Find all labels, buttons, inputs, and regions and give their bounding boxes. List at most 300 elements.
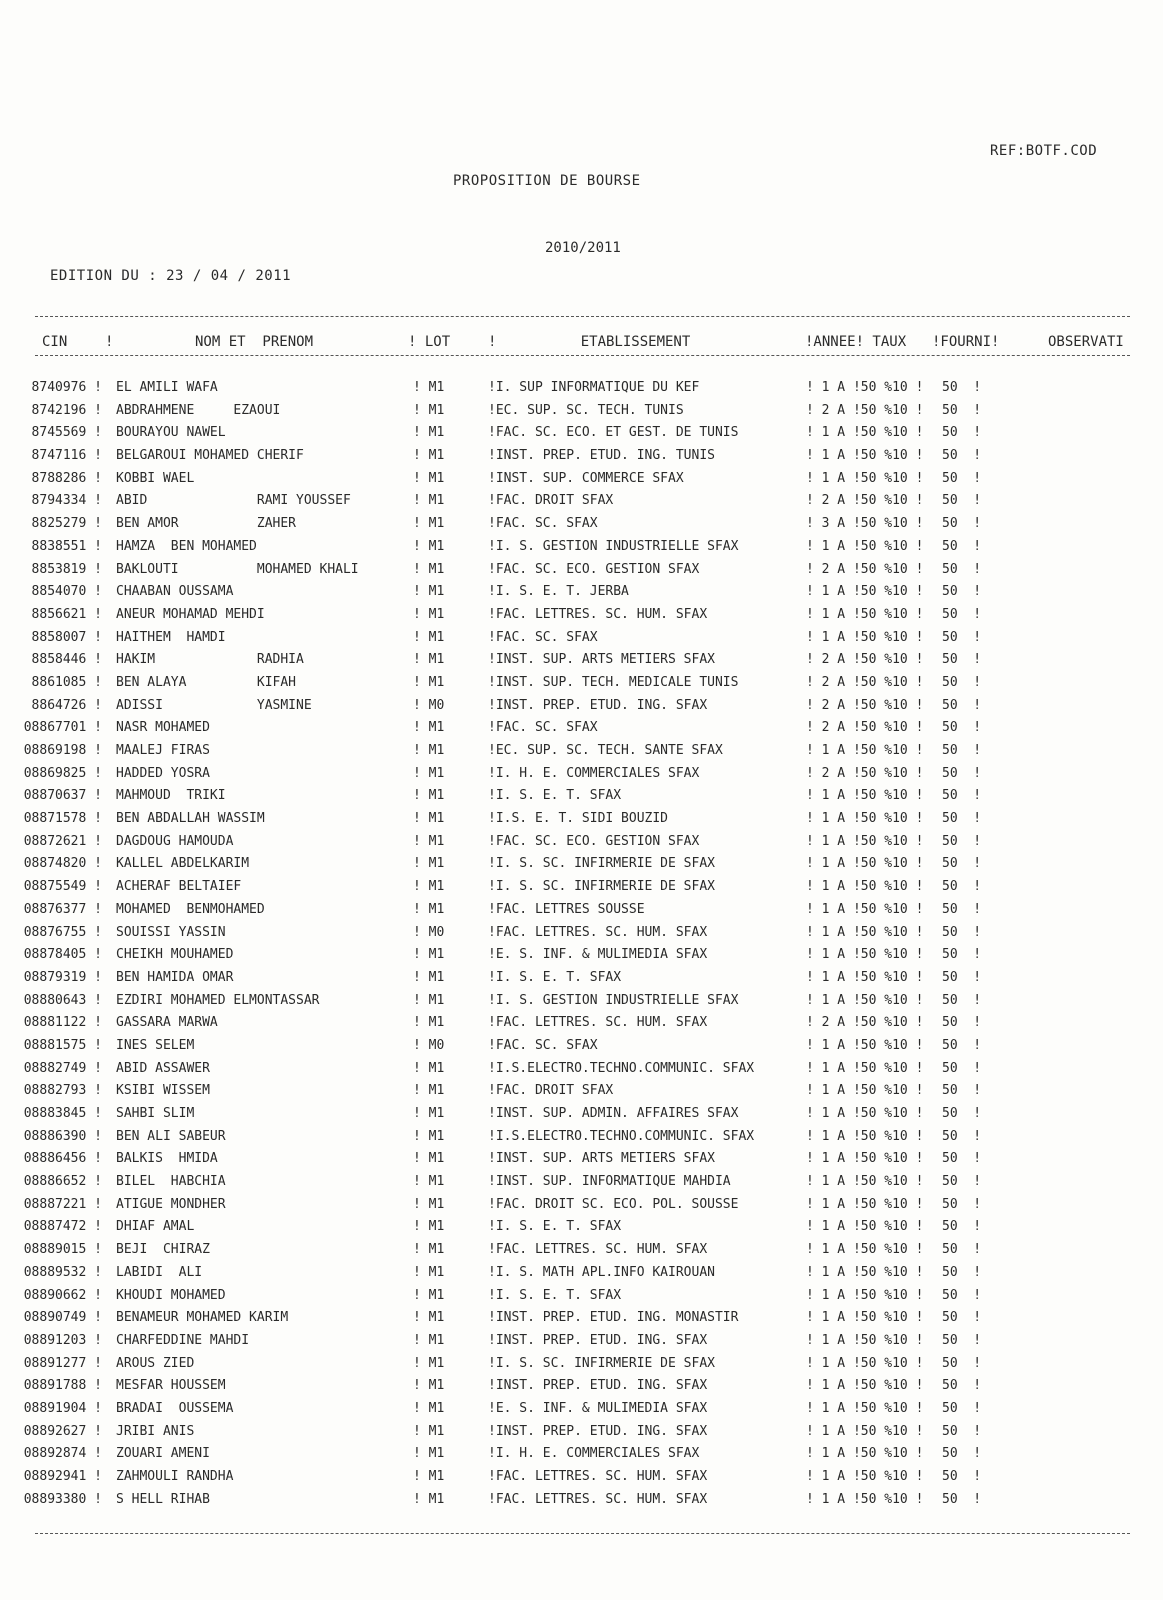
- table-row: [0, 1492, 1163, 1515]
- year-cell: ! 1 A !50 %10 !: [806, 425, 924, 441]
- year-cell: ! 2 A !50 %10 !: [806, 402, 924, 418]
- fourni-cell: 50 !: [942, 1037, 982, 1053]
- col-header-name: NOM ET PRENOM: [195, 334, 314, 350]
- lot-cell: ! M1: [413, 516, 445, 532]
- establishment-cell: !I. S. E. T. JERBA: [488, 584, 629, 600]
- establishment-cell: !FAC. SC. ECO. ET GEST. DE TUNIS: [488, 425, 739, 441]
- year-cell: ! 1 A !50 %10 !: [806, 1400, 924, 1416]
- lot-cell: ! M1: [413, 992, 445, 1008]
- year-cell: ! 1 A !50 %10 !: [806, 924, 924, 940]
- edition-date: EDITION DU : 23 / 04 / 2011: [50, 268, 292, 284]
- name-cell: ACHERAF BELTAIEF: [116, 879, 242, 895]
- name-cell: BEN ABDALLAH WASSIM: [116, 811, 265, 827]
- fourni-cell: 50 !: [942, 1310, 982, 1326]
- table-row: [0, 652, 1163, 675]
- table-row: [0, 630, 1163, 653]
- lot-cell: ! M0: [413, 697, 445, 713]
- col-header-lot: ! LOT: [408, 334, 451, 350]
- table-row: [0, 698, 1163, 721]
- name-cell: KOBBI WAEL: [116, 470, 195, 486]
- table-row: [0, 856, 1163, 879]
- fourni-cell: 50 !: [942, 1219, 982, 1235]
- table-row: [0, 1174, 1163, 1197]
- table-row: [0, 1469, 1163, 1492]
- fourni-cell: 50 !: [942, 765, 982, 781]
- fourni-cell: 50 !: [942, 1264, 982, 1280]
- col-header-observation: OBSERVATI: [1048, 334, 1124, 350]
- cin-cell: 08879319 !: [23, 969, 102, 985]
- establishment-cell: !INST. PREP. ETUD. ING. MONASTIR: [488, 1310, 739, 1326]
- name-cell: SOUISSI YASSIN: [116, 924, 226, 940]
- name-cell: CHARFEDDINE MAHDI: [116, 1332, 250, 1348]
- fourni-cell: 50 !: [942, 1332, 982, 1348]
- lot-cell: ! M1: [413, 1151, 445, 1167]
- name-cell: BALKIS HMIDA: [116, 1151, 218, 1167]
- table-row: [0, 1401, 1163, 1424]
- year-cell: ! 1 A !50 %10 !: [806, 629, 924, 645]
- table-row: [0, 516, 1163, 539]
- fourni-cell: 50 !: [942, 879, 982, 895]
- lot-cell: ! M1: [413, 606, 445, 622]
- fourni-cell: 50 !: [942, 1106, 982, 1121]
- table-row: [0, 584, 1163, 607]
- establishment-cell: !INST. SUP. ARTS METIERS SFAX: [488, 1151, 715, 1167]
- lot-cell: ! M1: [413, 1400, 445, 1416]
- table-row: [0, 380, 1163, 403]
- header-bottom-rule: [35, 355, 1130, 356]
- fourni-cell: 50 !: [942, 425, 982, 441]
- fourni-cell: 50 !: [942, 697, 982, 713]
- cin-cell: 08880643 !: [23, 992, 102, 1008]
- name-cell: MAALEJ FIRAS: [116, 743, 210, 758]
- fourni-cell: 50 !: [942, 1242, 982, 1258]
- table-row: [0, 675, 1163, 698]
- cin-cell: 08881575 !: [23, 1037, 102, 1053]
- name-cell: S HELL RIHAB: [116, 1491, 210, 1507]
- year-cell: ! 1 A !50 %10 !: [806, 1446, 924, 1462]
- table-row: [0, 1061, 1163, 1084]
- lot-cell: ! M1: [413, 652, 445, 668]
- year-cell: ! 2 A !50 %10 !: [806, 720, 924, 736]
- year-cell: ! 1 A !50 %10 !: [806, 1128, 924, 1144]
- fourni-cell: 50 !: [942, 448, 982, 464]
- year-cell: ! 1 A !50 %10 !: [806, 1491, 924, 1507]
- establishment-cell: !I. S. GESTION INDUSTRIELLE SFAX: [488, 992, 739, 1008]
- establishment-cell: !FAC. SC. SFAX: [488, 629, 598, 645]
- name-cell: BENAMEUR MOHAMED KARIM: [116, 1310, 289, 1326]
- establishment-cell: !INST. PREP. ETUD. ING. TUNIS: [488, 448, 715, 464]
- reference-code: REF:BOTF.COD: [990, 143, 1098, 159]
- table-row: [0, 1310, 1163, 1333]
- name-cell: HAITHEM HAMDI: [116, 629, 226, 645]
- establishment-cell: !FAC. LETTRES. SC. HUM. SFAX: [488, 1015, 708, 1031]
- year-cell: ! 1 A !50 %10 !: [806, 1378, 924, 1394]
- scholarship-table: [0, 380, 1163, 1514]
- fourni-cell: 50 !: [942, 1083, 982, 1099]
- name-cell: HAKIM RADHIA: [116, 652, 304, 668]
- lot-cell: ! M1: [413, 1083, 445, 1099]
- col-header-fourni: !FOURNI!: [932, 334, 1000, 350]
- establishment-cell: !FAC. LETTRES. SC. HUM. SFAX: [488, 1242, 708, 1258]
- establishment-cell: !FAC. DROIT SC. ECO. POL. SOUSSE: [488, 1196, 739, 1212]
- fourni-cell: 50 !: [942, 1423, 982, 1439]
- fourni-cell: 50 !: [942, 1400, 982, 1416]
- table-row: [0, 834, 1163, 857]
- establishment-cell: !I. S. E. T. SFAX: [488, 788, 622, 804]
- fourni-cell: 50 !: [942, 969, 982, 985]
- year-cell: ! 1 A !50 %10 !: [806, 1151, 924, 1167]
- year-cell: ! 1 A !50 %10 !: [806, 833, 924, 849]
- table-row: [0, 1265, 1163, 1288]
- lot-cell: ! M1: [413, 1469, 445, 1484]
- table-row: [0, 1378, 1163, 1401]
- year-cell: ! 1 A !50 %10 !: [806, 1332, 924, 1348]
- table-row: [0, 925, 1163, 948]
- name-cell: ABID ASSAWER: [116, 1060, 210, 1076]
- lot-cell: ! M1: [413, 1287, 445, 1303]
- lot-cell: ! M1: [413, 425, 445, 441]
- table-row: [0, 448, 1163, 471]
- name-cell: BEN ALAYA KIFAH: [116, 674, 297, 690]
- establishment-cell: !I. SUP INFORMATIQUE DU KEF: [488, 380, 700, 395]
- table-bottom-rule: [35, 1533, 1130, 1534]
- table-row: [0, 607, 1163, 630]
- cin-cell: 08892874 !: [23, 1446, 102, 1462]
- year-cell: ! 1 A !50 %10 !: [806, 1469, 924, 1484]
- establishment-cell: !I. S. SC. INFIRMERIE DE SFAX: [488, 856, 715, 872]
- lot-cell: ! M1: [413, 629, 445, 645]
- name-cell: KSIBI WISSEM: [116, 1083, 210, 1099]
- name-cell: AROUS ZIED: [116, 1355, 195, 1371]
- lot-cell: ! M1: [413, 1128, 445, 1144]
- name-cell: DAGDOUG HAMOUDA: [116, 833, 234, 849]
- establishment-cell: !FAC. LETTRES. SC. HUM. SFAX: [488, 606, 708, 622]
- cin-cell: 8858007 !: [31, 629, 102, 645]
- cin-cell: 08876377 !: [23, 901, 102, 917]
- name-cell: INES SELEM: [116, 1037, 195, 1053]
- name-cell: BAKLOUTI MOHAMED KHALI: [116, 561, 359, 577]
- establishment-cell: !I. S. GESTION INDUSTRIELLE SFAX: [488, 538, 739, 554]
- academic-year: 2010/2011: [545, 240, 621, 256]
- name-cell: CHAABAN OUSSAMA: [116, 584, 234, 600]
- year-cell: ! 2 A !50 %10 !: [806, 674, 924, 690]
- cin-cell: 08881122 !: [23, 1015, 102, 1031]
- table-row: [0, 562, 1163, 585]
- fourni-cell: 50 !: [942, 561, 982, 577]
- fourni-cell: 50 !: [942, 811, 982, 827]
- fourni-cell: 50 !: [942, 470, 982, 486]
- fourni-cell: 50 !: [942, 380, 982, 395]
- fourni-cell: 50 !: [942, 584, 982, 600]
- lot-cell: ! M1: [413, 1242, 445, 1258]
- name-cell: BEN HAMIDA OMAR: [116, 969, 234, 985]
- name-cell: ABDRAHMENE EZAOUI: [116, 402, 281, 418]
- lot-cell: ! M1: [413, 561, 445, 577]
- establishment-cell: !I. H. E. COMMERCIALES SFAX: [488, 765, 700, 781]
- cin-cell: 08872621 !: [23, 833, 102, 849]
- header-top-rule: [35, 316, 1130, 317]
- table-row: [0, 1106, 1163, 1129]
- establishment-cell: !FAC. LETTRES. SC. HUM. SFAX: [488, 1469, 708, 1484]
- lot-cell: ! M1: [413, 1219, 445, 1235]
- year-cell: ! 1 A !50 %10 !: [806, 1423, 924, 1439]
- lot-cell: ! M0: [413, 924, 445, 940]
- name-cell: CHEIKH MOUHAMED: [116, 947, 234, 963]
- table-row: [0, 425, 1163, 448]
- fourni-cell: 50 !: [942, 1060, 982, 1076]
- establishment-cell: !I.S.ELECTRO.TECHNO.COMMUNIC. SFAX: [488, 1128, 755, 1144]
- lot-cell: ! M1: [413, 584, 445, 600]
- year-cell: ! 1 A !50 %10 !: [806, 743, 924, 758]
- year-cell: ! 1 A !50 %10 !: [806, 1310, 924, 1326]
- table-row: [0, 993, 1163, 1016]
- lot-cell: ! M1: [413, 1015, 445, 1031]
- cin-cell: 08892627 !: [23, 1423, 102, 1439]
- table-row: [0, 743, 1163, 766]
- lot-cell: ! M1: [413, 470, 445, 486]
- cin-cell: 8747116 !: [31, 448, 102, 464]
- establishment-cell: !INST. SUP. COMMERCE SFAX: [488, 470, 684, 486]
- fourni-cell: 50 !: [942, 538, 982, 554]
- establishment-cell: !FAC. DROIT SFAX: [488, 1083, 614, 1099]
- establishment-cell: !FAC. SC. ECO. GESTION SFAX: [488, 833, 700, 849]
- table-row: [0, 1038, 1163, 1061]
- name-cell: ZAHMOULI RANDHA: [116, 1469, 234, 1484]
- lot-cell: ! M1: [413, 901, 445, 917]
- lot-cell: ! M1: [413, 380, 445, 395]
- fourni-cell: 50 !: [942, 833, 982, 849]
- year-cell: ! 1 A !50 %10 !: [806, 1355, 924, 1371]
- fourni-cell: 50 !: [942, 947, 982, 963]
- name-cell: BEN AMOR ZAHER: [116, 516, 297, 532]
- year-cell: ! 1 A !50 %10 !: [806, 992, 924, 1008]
- fourni-cell: 50 !: [942, 1015, 982, 1031]
- year-cell: ! 1 A !50 %10 !: [806, 1242, 924, 1258]
- fourni-cell: 50 !: [942, 788, 982, 804]
- fourni-cell: 50 !: [942, 402, 982, 418]
- establishment-cell: !EC. SUP. SC. TECH. SANTE SFAX: [488, 743, 723, 758]
- establishment-cell: !FAC. SC. SFAX: [488, 720, 598, 736]
- establishment-cell: !FAC. SC. ECO. GESTION SFAX: [488, 561, 700, 577]
- cin-cell: 08889015 !: [23, 1242, 102, 1258]
- establishment-cell: !INST. SUP. ADMIN. AFFAIRES SFAX: [488, 1106, 739, 1121]
- name-cell: GASSARA MARWA: [116, 1015, 218, 1031]
- year-cell: ! 1 A !50 %10 !: [806, 1219, 924, 1235]
- year-cell: ! 1 A !50 %10 !: [806, 879, 924, 895]
- establishment-cell: !I. S. SC. INFIRMERIE DE SFAX: [488, 1355, 715, 1371]
- fourni-cell: 50 !: [942, 516, 982, 532]
- name-cell: ABID RAMI YOUSSEF: [116, 493, 351, 509]
- establishment-cell: !I. S. MATH APL.INFO KAIROUAN: [488, 1264, 715, 1280]
- cin-cell: 8838551 !: [31, 538, 102, 554]
- table-row: [0, 902, 1163, 925]
- cin-cell: 8853819 !: [31, 561, 102, 577]
- fourni-cell: 50 !: [942, 1196, 982, 1212]
- year-cell: ! 2 A !50 %10 !: [806, 1015, 924, 1031]
- cin-cell: 08871578 !: [23, 811, 102, 827]
- fourni-cell: 50 !: [942, 629, 982, 645]
- cin-cell: 8788286 !: [31, 470, 102, 486]
- lot-cell: ! M1: [413, 788, 445, 804]
- establishment-cell: !I. S. SC. INFIRMERIE DE SFAX: [488, 879, 715, 895]
- cin-cell: 08869198 !: [23, 743, 102, 758]
- year-cell: ! 1 A !50 %10 !: [806, 788, 924, 804]
- fourni-cell: 50 !: [942, 1151, 982, 1167]
- name-cell: KALLEL ABDELKARIM: [116, 856, 250, 872]
- year-cell: ! 1 A !50 %10 !: [806, 856, 924, 872]
- cin-cell: 8854070 !: [31, 584, 102, 600]
- fourni-cell: 50 !: [942, 1446, 982, 1462]
- lot-cell: ! M1: [413, 743, 445, 758]
- name-cell: EL AMILI WAFA: [116, 380, 218, 395]
- year-cell: ! 2 A !50 %10 !: [806, 561, 924, 577]
- name-cell: SAHBI SLIM: [116, 1106, 195, 1121]
- table-row: [0, 1197, 1163, 1220]
- establishment-cell: !I. S. E. T. SFAX: [488, 969, 622, 985]
- lot-cell: ! M1: [413, 811, 445, 827]
- col-header-annee-taux: !ANNEE! TAUX: [805, 334, 907, 350]
- lot-cell: ! M1: [413, 1355, 445, 1371]
- cin-cell: 8745569 !: [31, 425, 102, 441]
- cin-cell: 08874820 !: [23, 856, 102, 872]
- cin-cell: 08891788 !: [23, 1378, 102, 1394]
- cin-cell: 08876755 !: [23, 924, 102, 940]
- lot-cell: ! M1: [413, 1106, 445, 1121]
- table-row: [0, 766, 1163, 789]
- name-cell: EZDIRI MOHAMED ELMONTASSAR: [116, 992, 320, 1008]
- page-title: PROPOSITION DE BOURSE: [453, 173, 641, 189]
- table-row: [0, 1083, 1163, 1106]
- name-cell: BEN ALI SABEUR: [116, 1128, 226, 1144]
- cin-cell: 08889532 !: [23, 1264, 102, 1280]
- fourni-cell: 50 !: [942, 743, 982, 758]
- cin-cell: 8825279 !: [31, 516, 102, 532]
- name-cell: BOURAYOU NAWEL: [116, 425, 226, 441]
- establishment-cell: !INST. PREP. ETUD. ING. SFAX: [488, 1423, 708, 1439]
- fourni-cell: 50 !: [942, 1128, 982, 1144]
- establishment-cell: !E. S. INF. & MULIMEDIA SFAX: [488, 1400, 708, 1416]
- lot-cell: ! M1: [413, 856, 445, 872]
- establishment-cell: !I.S. E. T. SIDI BOUZID: [488, 811, 669, 827]
- establishment-cell: !INST. SUP. TECH. MEDICALE TUNIS: [488, 674, 739, 690]
- year-cell: ! 1 A !50 %10 !: [806, 606, 924, 622]
- establishment-cell: !FAC. LETTRES SOUSSE: [488, 901, 645, 917]
- name-cell: MESFAR HOUSSEM: [116, 1378, 226, 1394]
- year-cell: ! 1 A !50 %10 !: [806, 1287, 924, 1303]
- name-cell: NASR MOHAMED: [116, 720, 210, 736]
- col-header-cin: CIN: [42, 334, 68, 350]
- establishment-cell: !INST. PREP. ETUD. ING. SFAX: [488, 1378, 708, 1394]
- lot-cell: ! M1: [413, 1174, 445, 1190]
- year-cell: ! 1 A !50 %10 !: [806, 380, 924, 395]
- table-row: [0, 1333, 1163, 1356]
- table-row: [0, 947, 1163, 970]
- establishment-cell: !I.S.ELECTRO.TECHNO.COMMUNIC. SFAX: [488, 1060, 755, 1076]
- table-row: [0, 1129, 1163, 1152]
- table-row: [0, 403, 1163, 426]
- establishment-cell: !FAC. LETTRES. SC. HUM. SFAX: [488, 1491, 708, 1507]
- year-cell: ! 1 A !50 %10 !: [806, 1264, 924, 1280]
- cin-cell: 08875549 !: [23, 879, 102, 895]
- name-cell: BRADAI OUSSEMA: [116, 1400, 234, 1416]
- cin-cell: 08886390 !: [23, 1128, 102, 1144]
- name-cell: LABIDI ALI: [116, 1264, 203, 1280]
- lot-cell: ! M1: [413, 1310, 445, 1326]
- year-cell: ! 3 A !50 %10 !: [806, 516, 924, 532]
- table-row: [0, 970, 1163, 993]
- cin-cell: 08869825 !: [23, 765, 102, 781]
- year-cell: ! 1 A !50 %10 !: [806, 584, 924, 600]
- year-cell: ! 1 A !50 %10 !: [806, 448, 924, 464]
- lot-cell: ! M1: [413, 1060, 445, 1076]
- name-cell: BEJI CHIRAZ: [116, 1242, 210, 1258]
- cin-cell: 08886652 !: [23, 1174, 102, 1190]
- col-header-etab: ! ETABLISSEMENT: [488, 334, 691, 350]
- year-cell: ! 1 A !50 %10 !: [806, 1037, 924, 1053]
- year-cell: ! 1 A !50 %10 !: [806, 1083, 924, 1099]
- cin-cell: 08867701 !: [23, 720, 102, 736]
- lot-cell: ! M1: [413, 538, 445, 554]
- lot-cell: ! M1: [413, 493, 445, 509]
- establishment-cell: !FAC. SC. SFAX: [488, 1037, 598, 1053]
- year-cell: ! 2 A !50 %10 !: [806, 493, 924, 509]
- lot-cell: ! M1: [413, 448, 445, 464]
- establishment-cell: !FAC. DROIT SFAX: [488, 493, 614, 509]
- table-row: [0, 493, 1163, 516]
- table-row: [0, 1015, 1163, 1038]
- table-row: [0, 1151, 1163, 1174]
- year-cell: ! 2 A !50 %10 !: [806, 697, 924, 713]
- lot-cell: ! M1: [413, 1423, 445, 1439]
- name-cell: KHOUDI MOHAMED: [116, 1287, 226, 1303]
- year-cell: ! 1 A !50 %10 !: [806, 470, 924, 486]
- establishment-cell: !E. S. INF. & MULIMEDIA SFAX: [488, 947, 708, 963]
- lot-cell: ! M1: [413, 765, 445, 781]
- name-cell: ZOUARI AMENI: [116, 1446, 210, 1462]
- cin-cell: 08887472 !: [23, 1219, 102, 1235]
- name-cell: ATIGUE MONDHER: [116, 1196, 226, 1212]
- cin-cell: 8864726 !: [31, 697, 102, 713]
- table-row: [0, 1446, 1163, 1469]
- establishment-cell: !INST. PREP. ETUD. ING. SFAX: [488, 1332, 708, 1348]
- fourni-cell: 50 !: [942, 720, 982, 736]
- name-cell: BILEL HABCHIA: [116, 1174, 226, 1190]
- cin-cell: 08891904 !: [23, 1400, 102, 1416]
- name-cell: HADDED YOSRA: [116, 765, 210, 781]
- cin-cell: 08887221 !: [23, 1196, 102, 1212]
- name-cell: MOHAMED BENMOHAMED: [116, 901, 265, 917]
- table-row: [0, 879, 1163, 902]
- year-cell: ! 1 A !50 %10 !: [806, 538, 924, 554]
- table-row: [0, 1356, 1163, 1379]
- establishment-cell: !I. H. E. COMMERCIALES SFAX: [488, 1446, 700, 1462]
- lot-cell: ! M1: [413, 833, 445, 849]
- fourni-cell: 50 !: [942, 1378, 982, 1394]
- name-cell: BELGAROUI MOHAMED CHERIF: [116, 448, 304, 464]
- table-row: [0, 1219, 1163, 1242]
- year-cell: ! 1 A !50 %10 !: [806, 1106, 924, 1121]
- fourni-cell: 50 !: [942, 1491, 982, 1507]
- name-cell: HAMZA BEN MOHAMED: [116, 538, 257, 554]
- lot-cell: ! M1: [413, 1378, 445, 1394]
- cin-cell: 08891277 !: [23, 1355, 102, 1371]
- cin-cell: 08890749 !: [23, 1310, 102, 1326]
- name-cell: JRIBI ANIS: [116, 1423, 195, 1439]
- establishment-cell: !FAC. SC. SFAX: [488, 516, 598, 532]
- lot-cell: ! M1: [413, 1446, 445, 1462]
- establishment-cell: !EC. SUP. SC. TECH. TUNIS: [488, 402, 684, 418]
- fourni-cell: 50 !: [942, 924, 982, 940]
